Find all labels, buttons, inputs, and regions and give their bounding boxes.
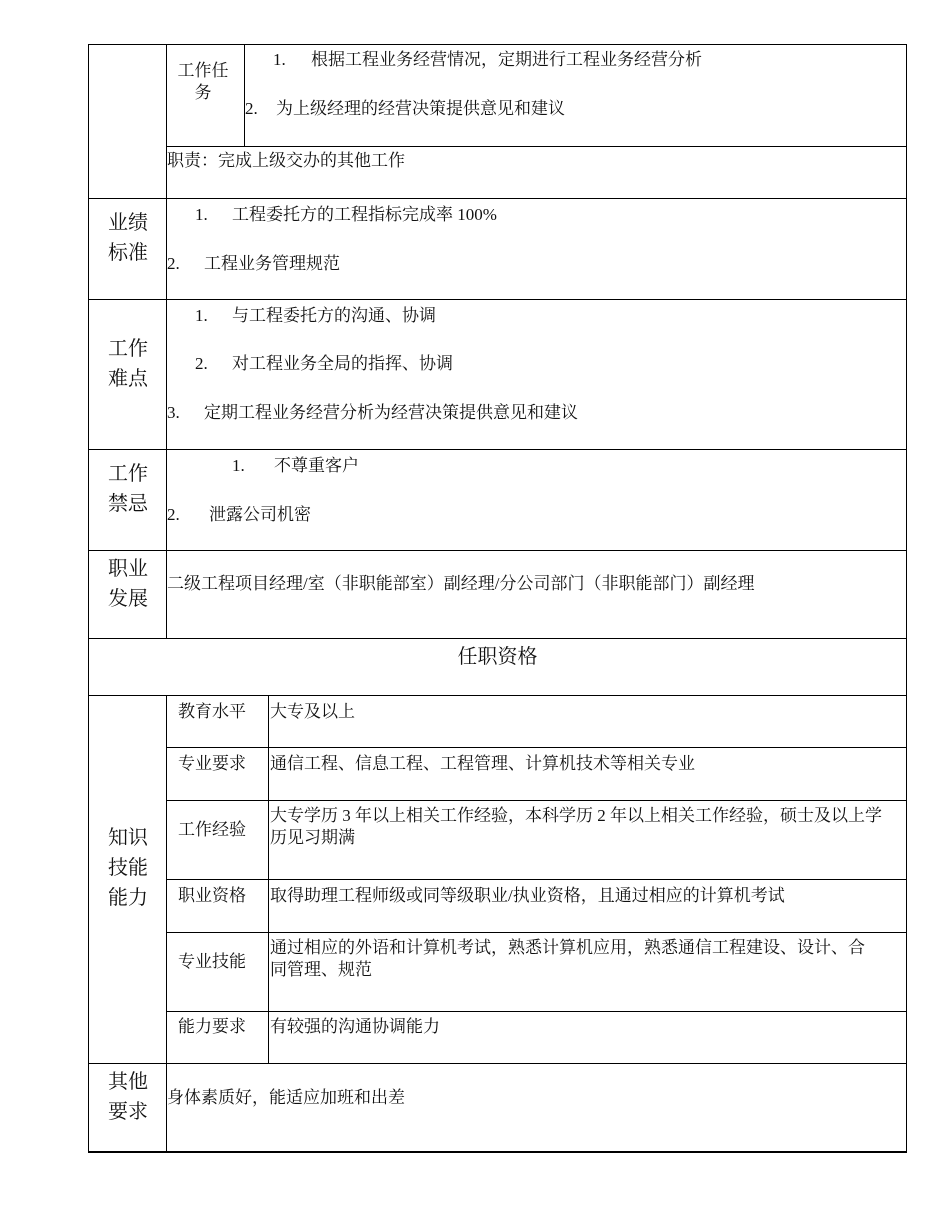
row-value: 取得助理工程师级或同等级职业/执业资格，且通过相应的计算机考试 xyxy=(270,886,785,905)
row-label: 教育水平 xyxy=(178,702,246,721)
list-item: 泄露公司机密 xyxy=(209,505,311,524)
list-item: 与工程委托方的沟通、协调 xyxy=(232,306,436,325)
list-item: 工程业务管理规范 xyxy=(204,254,340,273)
row-label: 能力要求 xyxy=(178,1017,246,1036)
other-text: 身体素质好，能适应加班和出差 xyxy=(167,1088,405,1107)
work-task-label: 工作任务 xyxy=(177,61,229,102)
list-item-number: 1. xyxy=(195,205,208,224)
row-label: 工作经验 xyxy=(178,820,246,839)
responsibility-text: 职责：完成上级交办的其他工作 xyxy=(167,151,405,170)
list-item: 根据工程业务经营情况，定期进行工程业务经营分析 xyxy=(311,50,702,69)
list-item-number: 2. xyxy=(195,354,208,373)
row-label: 职业资格 xyxy=(178,886,246,905)
row-value: 大专及以上 xyxy=(270,702,355,721)
list-item-number: 1. xyxy=(273,50,286,69)
row-value: 通过相应的外语和计算机考试，熟悉计算机应用，熟悉通信工程建设、设计、合同管理、规范 xyxy=(270,938,865,979)
list-item: 对工程业务全局的指挥、协调 xyxy=(232,354,453,373)
row-value: 通信工程、信息工程、工程管理、计算机技术等相关专业 xyxy=(270,754,695,773)
list-item: 不尊重客户 xyxy=(274,456,359,475)
other-label: 其他要求 xyxy=(108,1071,148,1123)
qualifications-group-label: 知识技能能力 xyxy=(108,827,148,909)
list-item-number: 2. xyxy=(167,505,180,524)
career-label: 职业发展 xyxy=(108,558,148,610)
performance-label: 业绩标准 xyxy=(108,212,148,264)
list-item-number: 2. xyxy=(245,99,258,118)
difficulties-label: 工作难点 xyxy=(108,338,148,390)
row-label: 专业技能 xyxy=(178,952,246,971)
list-item-number: 1. xyxy=(232,456,245,475)
list-item-number: 3. xyxy=(167,403,180,422)
qualifications-header: 任职资格 xyxy=(457,646,538,668)
row-value: 有较强的沟通协调能力 xyxy=(270,1017,440,1036)
career-text: 二级工程项目经理/室（非职能部室）副经理/分公司部门（非职能部门）副经理 xyxy=(167,574,755,593)
list-item-number: 2. xyxy=(167,254,180,273)
list-item: 工程委托方的工程指标完成率 100% xyxy=(232,205,497,224)
row-value: 大专学历 3 年以上相关工作经验，本科学历 2 年以上相关工作经验，硕士及以上学历见习期满 xyxy=(270,806,882,847)
row-label: 专业要求 xyxy=(178,754,246,773)
list-item: 定期工程业务经营分析为经营决策提供意见和建议 xyxy=(204,403,578,422)
list-item-number: 1. xyxy=(195,306,208,325)
taboos-label: 工作禁忌 xyxy=(108,463,148,515)
list-item: 为上级经理的经营决策提供意见和建议 xyxy=(276,99,565,118)
